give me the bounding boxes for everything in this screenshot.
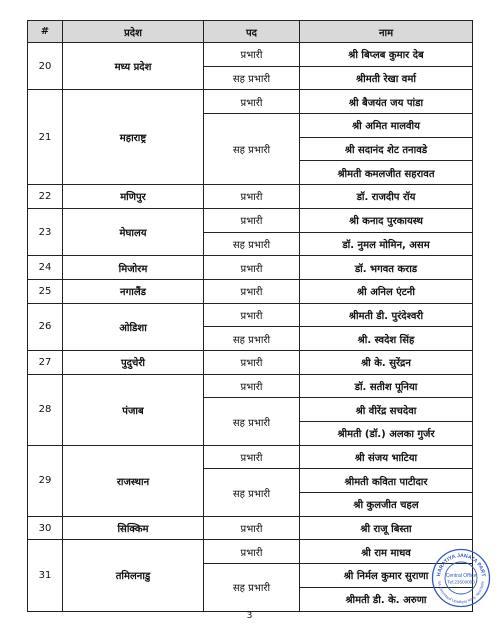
state-cell: ओडिशा: [63, 303, 204, 350]
assignment-table: [27, 20, 473, 612]
serial-number-cell: 22: [28, 185, 63, 209]
person-name-cell: श्री राजू बिस्ता: [300, 516, 473, 540]
table-header-row: [28, 21, 473, 43]
post-cell: सह प्रभारी: [204, 114, 300, 185]
post-cell: सह प्रभारी: [204, 66, 300, 90]
person-name-cell: डॉ. सतीश पूनिया: [300, 374, 473, 398]
person-name-cell: श्रीमती डी. के. अरुणा: [300, 587, 473, 611]
person-name-cell: श्री अमित मालवीय: [300, 114, 473, 138]
page-number: 3: [246, 611, 253, 621]
header-state: प्रदेश: [63, 21, 204, 43]
table-row: [28, 256, 473, 280]
serial-number-cell: 24: [28, 256, 63, 280]
post-cell: सह प्रभारी: [204, 564, 300, 611]
post-cell: प्रभारी: [204, 279, 300, 303]
person-name-cell: श्री वीरेंद्र सचदेवा: [300, 398, 473, 422]
post-cell: सह प्रभारी: [204, 232, 300, 256]
person-name-cell: डॉ. नुमल मोमिन, असम: [300, 232, 473, 256]
party-office-stamp: [431, 548, 491, 608]
person-name-cell: श्री. स्वदेश सिंह: [300, 327, 473, 351]
stamp-center-line-2: Tel:23500000: [447, 579, 475, 585]
person-name-cell: श्रीमती कमलजीत सहरावत: [300, 161, 473, 185]
state-cell: पंजाब: [63, 374, 204, 445]
person-name-cell: श्रीमती रेखा वर्मा: [300, 66, 473, 90]
header-post: पद: [204, 21, 300, 43]
post-cell: प्रभारी: [204, 540, 300, 564]
person-name-cell: श्रीमती डी. पुरंदेश्वरी: [300, 303, 473, 327]
stamp-top-text: HARATIYA JANATA PART: [436, 552, 486, 578]
serial-number-cell: 20: [28, 43, 63, 90]
person-name-cell: श्री कुलजीत चहल: [300, 493, 473, 517]
person-name-cell: श्रीमती (डॉ.) अलका गुर्जर: [300, 422, 473, 446]
post-cell: सह प्रभारी: [204, 469, 300, 516]
stamp-center-line-1: Central Office: [445, 573, 477, 579]
table-row: [28, 516, 473, 540]
table-body: [28, 43, 473, 612]
post-cell: प्रभारी: [204, 445, 300, 469]
post-cell: प्रभारी: [204, 303, 300, 327]
state-cell: मिजोरम: [63, 256, 204, 280]
post-cell: प्रभारी: [204, 374, 300, 398]
stamp-bottom-text: 6A, Deendayal Upadhyay Marg, New Delhi: [437, 581, 485, 604]
state-cell: महाराष्ट्र: [63, 90, 204, 185]
post-cell: प्रभारी: [204, 350, 300, 374]
serial-number-cell: 31: [28, 540, 63, 611]
state-cell: मध्य प्रदेश: [63, 43, 204, 90]
post-cell: प्रभारी: [204, 208, 300, 232]
post-cell: प्रभारी: [204, 185, 300, 209]
person-name-cell: डॉ. भगवत कराड: [300, 256, 473, 280]
serial-number-cell: 30: [28, 516, 63, 540]
person-name-cell: श्री कनाद पुरकायस्थ: [300, 208, 473, 232]
state-cell: नगालैंड: [63, 279, 204, 303]
person-name-cell: श्री निर्मल कुमार सुराणा: [300, 564, 473, 588]
person-name-cell: श्री संजय भाटिया: [300, 445, 473, 469]
table-row: [28, 90, 473, 114]
post-cell: प्रभारी: [204, 90, 300, 114]
post-cell: प्रभारी: [204, 256, 300, 280]
state-cell: राजस्थान: [63, 445, 204, 516]
person-name-cell: श्री बिप्लब कुमार देब: [300, 43, 473, 67]
post-cell: प्रभारी: [204, 43, 300, 67]
table-row: [28, 350, 473, 374]
person-name-cell: श्री बैजयंत जय पांडा: [300, 90, 473, 114]
table-row: [28, 279, 473, 303]
table-row: [28, 374, 473, 398]
person-name-cell: श्री राम माधव: [300, 540, 473, 564]
state-cell: मणिपुर: [63, 185, 204, 209]
table-row: [28, 303, 473, 327]
state-cell: तमिलनाडु: [63, 540, 204, 611]
header-number: #: [28, 21, 63, 43]
serial-number-cell: 25: [28, 279, 63, 303]
state-cell: सिक्किम: [63, 516, 204, 540]
person-name-cell: श्री के. सुरेंद्रन: [300, 350, 473, 374]
serial-number-cell: 23: [28, 208, 63, 255]
post-cell: प्रभारी: [204, 516, 300, 540]
table-row: [28, 540, 473, 564]
post-cell: सह प्रभारी: [204, 398, 300, 445]
person-name-cell: श्री अनिल एंटनी: [300, 279, 473, 303]
serial-number-cell: 29: [28, 445, 63, 516]
person-name-cell: डॉ. राजदीप रॉय: [300, 185, 473, 209]
table-row: [28, 185, 473, 209]
serial-number-cell: 28: [28, 374, 63, 445]
person-name-cell: श्री सदानंद शेट तनावडे: [300, 137, 473, 161]
table-row: [28, 208, 473, 232]
post-cell: सह प्रभारी: [204, 327, 300, 351]
table-row: [28, 445, 473, 469]
serial-number-cell: 26: [28, 303, 63, 350]
serial-number-cell: 21: [28, 90, 63, 185]
state-cell: पुदुचेरी: [63, 350, 204, 374]
serial-number-cell: 27: [28, 350, 63, 374]
person-name-cell: श्रीमती कविता पाटीदार: [300, 469, 473, 493]
table-row: [28, 43, 473, 67]
state-cell: मेघालय: [63, 208, 204, 255]
header-name: नाम: [300, 21, 473, 43]
